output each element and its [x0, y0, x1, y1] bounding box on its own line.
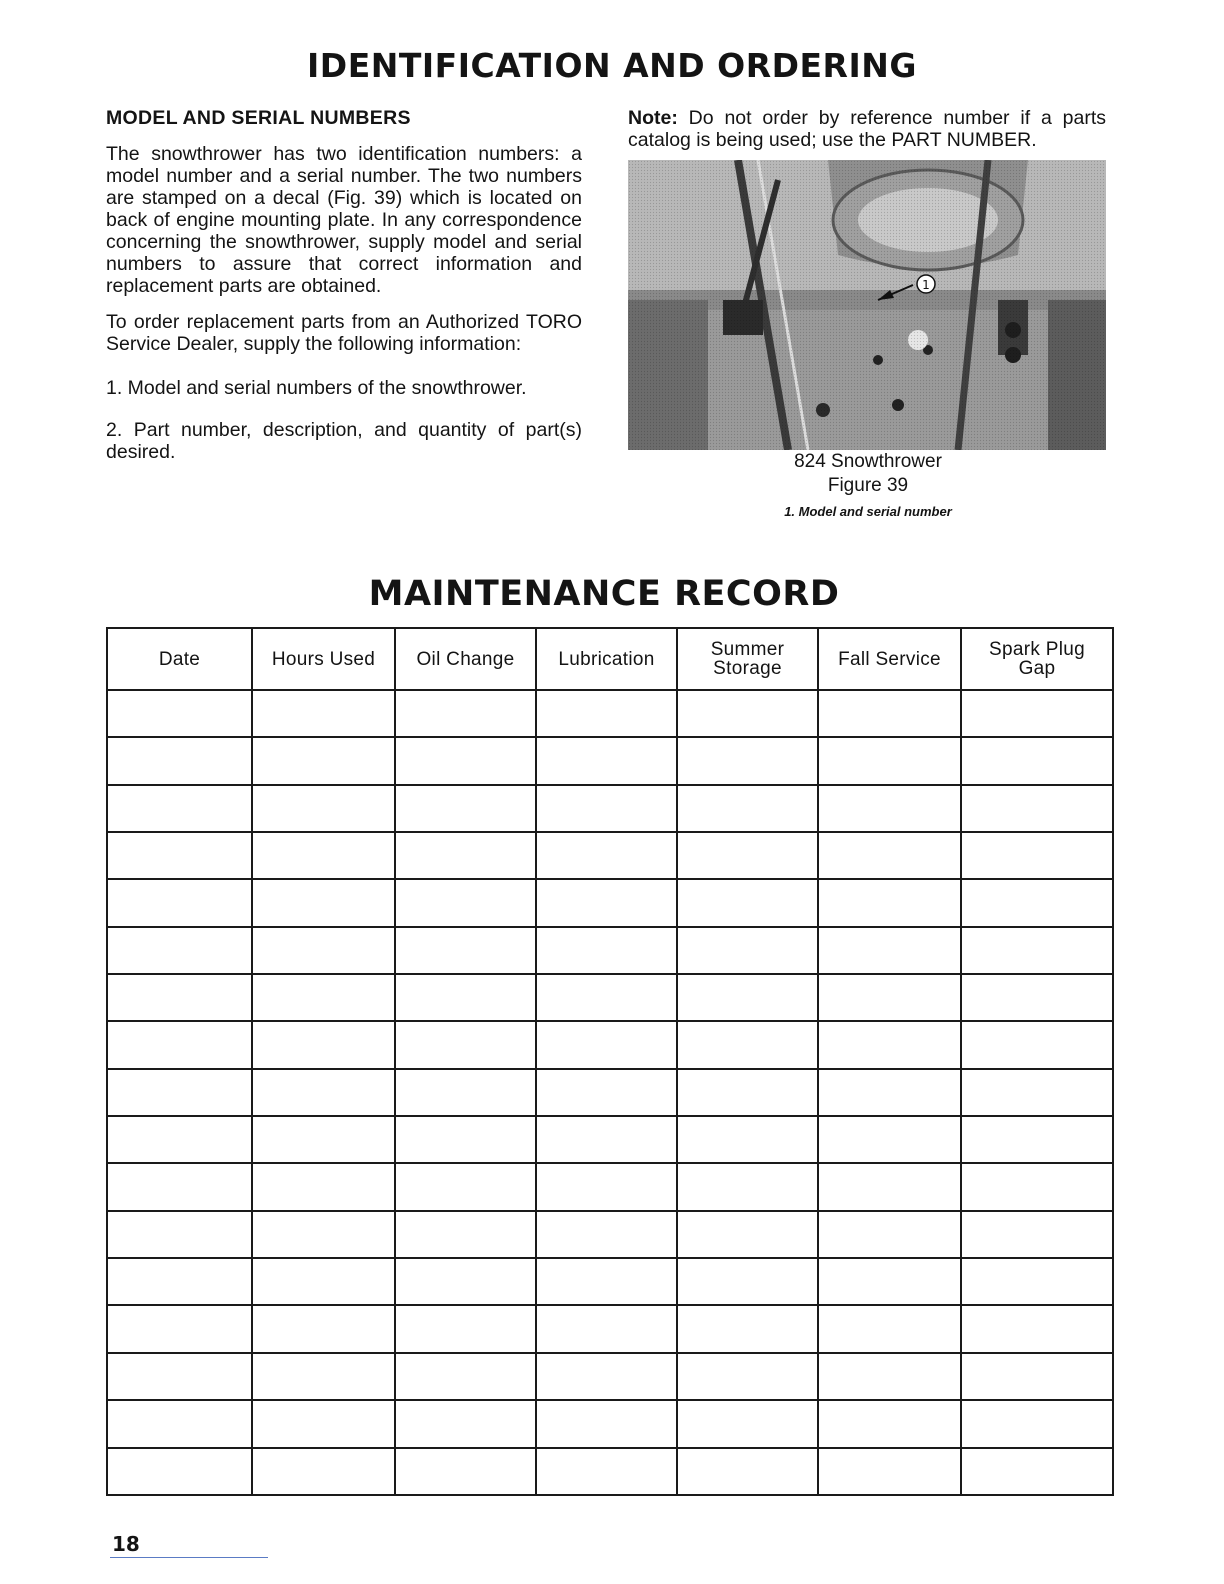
table-cell	[818, 832, 961, 879]
table-cell	[818, 1116, 961, 1163]
table-cell	[677, 832, 818, 879]
table-cell	[961, 1400, 1113, 1447]
table-cell	[961, 1211, 1113, 1258]
identification-right-column	[628, 107, 1106, 151]
table-cell	[536, 690, 677, 737]
column-header-spark-plug-gap: Spark Plug Gap	[961, 628, 1113, 690]
table-cell	[252, 1400, 395, 1447]
table-row	[107, 1258, 1113, 1305]
table-cell	[818, 690, 961, 737]
table-cell	[818, 1353, 961, 1400]
table-cell	[818, 974, 961, 1021]
list-item-model-serial: 1. Model and serial numbers of the snowthrower.	[106, 377, 527, 399]
table-row	[107, 1353, 1113, 1400]
table-cell	[107, 832, 252, 879]
table-cell	[677, 690, 818, 737]
table-cell	[252, 1305, 395, 1352]
table-row	[107, 879, 1113, 926]
table-cell	[818, 785, 961, 832]
figure-caption-model: 824 Snowthrower	[794, 451, 942, 472]
table-cell	[536, 832, 677, 879]
table-cell	[961, 832, 1113, 879]
table-cell	[252, 1069, 395, 1116]
table-cell	[677, 1211, 818, 1258]
table-cell	[961, 974, 1113, 1021]
table-cell	[961, 1353, 1113, 1400]
column-header-oil-change: Oil Change	[395, 628, 536, 690]
maintenance-record-body	[107, 690, 1113, 1495]
table-cell	[536, 1021, 677, 1068]
figure-callout-number: 1	[922, 278, 930, 292]
table-cell	[395, 1258, 536, 1305]
column-header-summer-storage: Summer Storage	[677, 628, 818, 690]
table-cell	[107, 1211, 252, 1258]
table-cell	[395, 1021, 536, 1068]
table-cell	[395, 1353, 536, 1400]
table-cell	[107, 785, 252, 832]
page-number: 18	[112, 1532, 140, 1556]
table-cell	[252, 1353, 395, 1400]
table-cell	[107, 1400, 252, 1447]
column-header-hours-used: Hours Used	[252, 628, 395, 690]
table-cell	[677, 1021, 818, 1068]
table-cell	[252, 832, 395, 879]
table-cell	[107, 737, 252, 784]
table-cell	[536, 1448, 677, 1496]
table-row	[107, 974, 1113, 1021]
table-cell	[677, 1305, 818, 1352]
table-cell	[818, 1021, 961, 1068]
table-cell	[536, 1211, 677, 1258]
table-cell	[395, 1211, 536, 1258]
table-cell	[818, 927, 961, 974]
table-cell	[252, 737, 395, 784]
table-cell	[536, 1400, 677, 1447]
table-cell	[252, 1448, 395, 1496]
table-row	[107, 1211, 1113, 1258]
table-cell	[818, 1258, 961, 1305]
table-cell	[677, 1163, 818, 1210]
section-title-maintenance: MAINTENANCE RECORD	[368, 574, 840, 614]
table-cell	[395, 785, 536, 832]
table-header-row	[107, 628, 1113, 690]
table-cell	[107, 1163, 252, 1210]
table-cell	[395, 1069, 536, 1116]
table-cell	[395, 1400, 536, 1447]
table-cell	[677, 1448, 818, 1496]
table-cell	[252, 690, 395, 737]
table-cell	[395, 927, 536, 974]
table-cell	[961, 690, 1113, 737]
table-cell	[395, 879, 536, 926]
table-row	[107, 1305, 1113, 1352]
table-cell	[677, 1069, 818, 1116]
table-row	[107, 1400, 1113, 1447]
table-cell	[107, 1448, 252, 1496]
table-cell	[252, 785, 395, 832]
table-cell	[818, 1400, 961, 1447]
note-label: Note:	[628, 107, 678, 129]
photo-of-engine-mounting-plate-icon	[628, 160, 1106, 450]
maintenance-record-table	[106, 627, 1114, 1496]
table-cell	[252, 1021, 395, 1068]
table-cell	[107, 1305, 252, 1352]
table-cell	[536, 785, 677, 832]
note-text: Do not order by reference number if a parts catalog is being used; use the PART NUMBER.	[628, 107, 1106, 151]
table-cell	[107, 927, 252, 974]
table-cell	[818, 1448, 961, 1496]
table-cell	[107, 1116, 252, 1163]
table-row	[107, 737, 1113, 784]
table-cell	[677, 1258, 818, 1305]
table-cell	[961, 1163, 1113, 1210]
section-title-identification: IDENTIFICATION AND ORDERING	[307, 46, 917, 85]
table-cell	[818, 737, 961, 784]
table-cell	[961, 1021, 1113, 1068]
list-item-part-number: 2. Part number, description, and quantity of part(s) desired.	[106, 419, 582, 463]
table-cell	[536, 927, 677, 974]
table-cell	[107, 1021, 252, 1068]
table-cell	[677, 1353, 818, 1400]
table-cell	[677, 879, 818, 926]
paragraph-identification-numbers: The snowthrower has two identification numbers: a model number and a serial number. The two numbers are stamped on a decal (Fig. 39) which is located on back of engine mounting plate. In any correspondence concerning the snowthrower, supply model and serial numbers to assure that correct information and replacement parts are obtained.	[106, 143, 582, 297]
table-cell	[107, 974, 252, 1021]
table-row	[107, 785, 1113, 832]
table-cell	[107, 1258, 252, 1305]
table-cell	[536, 737, 677, 784]
table-cell	[395, 1116, 536, 1163]
table-cell	[395, 832, 536, 879]
table-cell	[252, 974, 395, 1021]
table-cell	[818, 879, 961, 926]
table-cell	[961, 927, 1113, 974]
table-row	[107, 1116, 1113, 1163]
subheading-model-serial: MODEL AND SERIAL NUMBERS	[106, 107, 411, 129]
table-cell	[252, 1163, 395, 1210]
table-cell	[395, 1305, 536, 1352]
table-cell	[677, 974, 818, 1021]
table-cell	[395, 1163, 536, 1210]
table-cell	[677, 1400, 818, 1447]
table-cell	[677, 1116, 818, 1163]
table-cell	[536, 1069, 677, 1116]
table-row	[107, 832, 1113, 879]
page-number-rule	[110, 1557, 268, 1558]
table-cell	[961, 1448, 1113, 1496]
table-cell	[395, 1448, 536, 1496]
table-cell	[677, 737, 818, 784]
table-row	[107, 1448, 1113, 1496]
table-cell	[536, 1305, 677, 1352]
table-cell	[961, 1305, 1113, 1352]
table-cell	[961, 879, 1113, 926]
table-cell	[536, 1258, 677, 1305]
table-row	[107, 690, 1113, 737]
table-cell	[961, 1116, 1113, 1163]
table-cell	[677, 785, 818, 832]
table-cell	[818, 1069, 961, 1116]
table-cell	[107, 1353, 252, 1400]
figure-legend: 1. Model and serial number	[784, 504, 952, 519]
table-cell	[252, 1258, 395, 1305]
table-cell	[677, 927, 818, 974]
table-cell	[961, 785, 1113, 832]
table-cell	[252, 879, 395, 926]
table-cell	[395, 974, 536, 1021]
table-cell	[252, 1211, 395, 1258]
table-row	[107, 927, 1113, 974]
table-row	[107, 1021, 1113, 1068]
figure-caption-number: Figure 39	[827, 475, 909, 496]
table-cell	[536, 1116, 677, 1163]
paragraph-ordering-parts: To order replacement parts from an Authorized TORO Service Dealer, supply the following information:	[106, 311, 582, 355]
column-header-date: Date	[107, 628, 252, 690]
table-cell	[961, 1069, 1113, 1116]
table-cell	[536, 974, 677, 1021]
table-cell	[395, 690, 536, 737]
table-cell	[818, 1305, 961, 1352]
table-cell	[395, 737, 536, 784]
table-cell	[252, 927, 395, 974]
table-cell	[536, 1353, 677, 1400]
table-cell	[818, 1211, 961, 1258]
table-cell	[107, 1069, 252, 1116]
column-header-fall-service: Fall Service	[818, 628, 961, 690]
table-cell	[536, 879, 677, 926]
table-cell	[961, 1258, 1113, 1305]
table-cell	[961, 737, 1113, 784]
table-row	[107, 1069, 1113, 1116]
table-cell	[252, 1116, 395, 1163]
table-cell	[536, 1163, 677, 1210]
table-cell	[818, 1163, 961, 1210]
column-header-lubrication: Lubrication	[536, 628, 677, 690]
table-cell	[107, 879, 252, 926]
ordering-note	[628, 107, 1106, 151]
table-cell	[107, 690, 252, 737]
identification-left-column	[106, 107, 582, 483]
figure-39-photo	[628, 160, 1106, 450]
table-row	[107, 1163, 1113, 1210]
